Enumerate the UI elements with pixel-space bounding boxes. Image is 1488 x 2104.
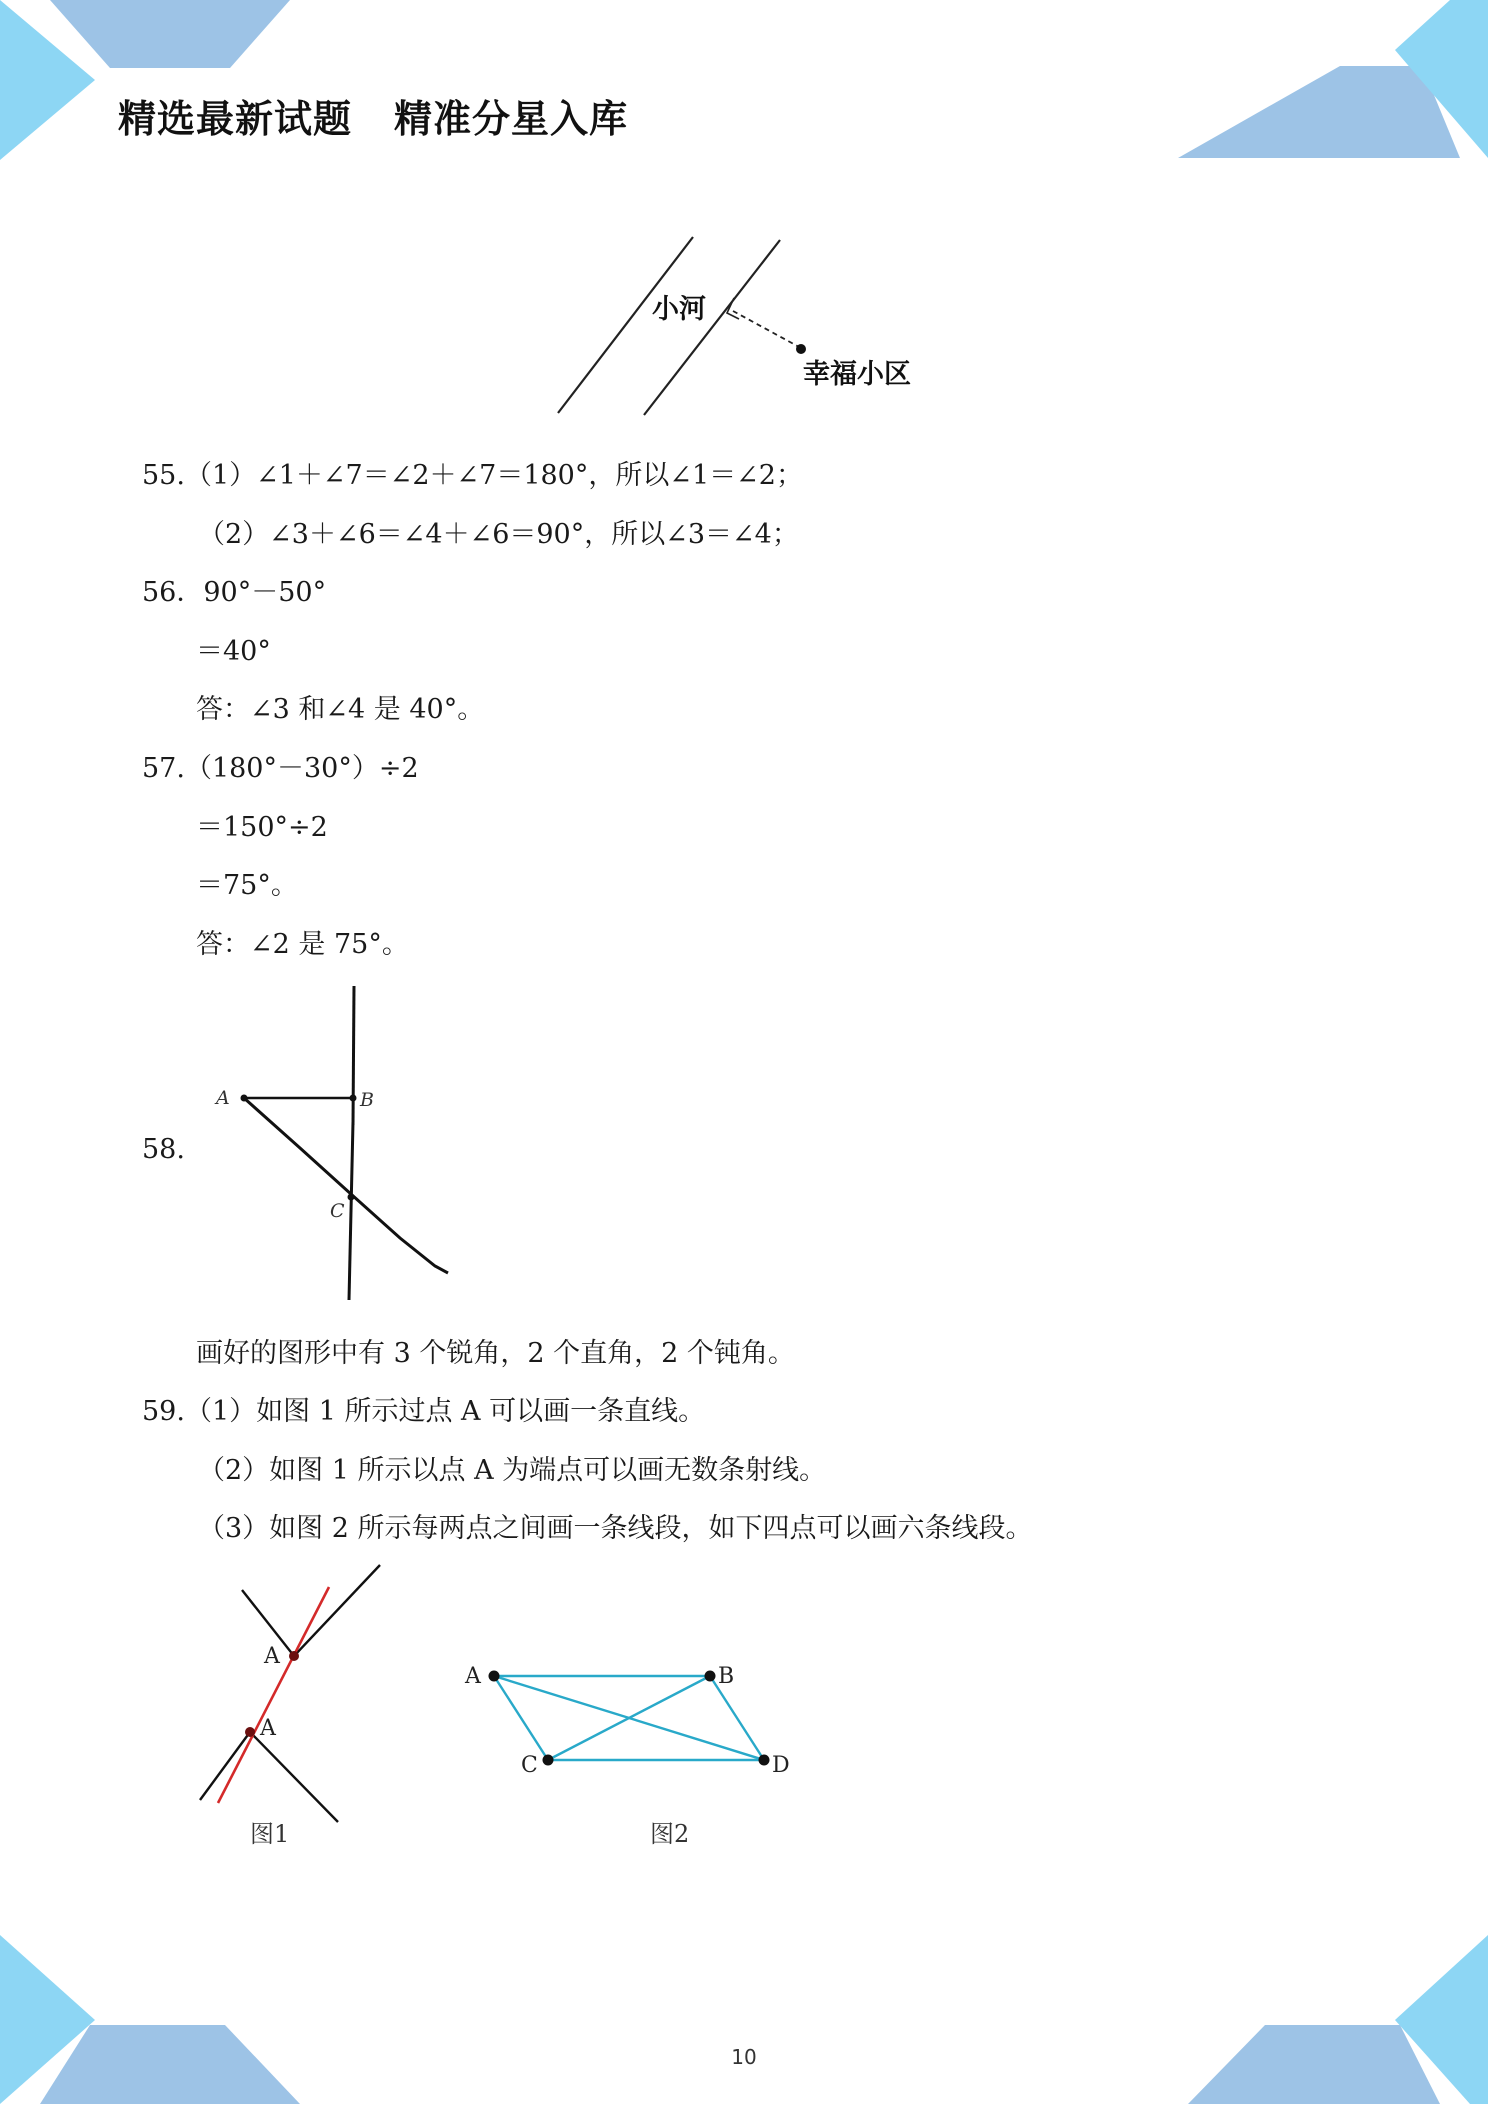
red-line-through-a <box>218 1587 329 1803</box>
label-a: A <box>216 1087 230 1109</box>
figure-1 <box>190 1560 390 1850</box>
river-label: 小河 <box>652 294 706 325</box>
answer-58-text: 画好的图形中有 3 个锐角，2 个直角，2 个钝角。 <box>196 1338 795 1369</box>
community-point <box>796 344 806 354</box>
deco-top-left-banner <box>50 0 290 68</box>
figure-2-caption: 图2 <box>650 1820 690 1848</box>
label-a-bottom: A <box>260 1716 276 1741</box>
point-a <box>489 1671 500 1682</box>
label-c: C <box>521 1753 538 1778</box>
label-a: A <box>465 1664 481 1689</box>
community-label: 幸福小区 <box>803 359 911 390</box>
point-c <box>543 1755 554 1766</box>
answer-57-line1: 57.（180°－30°）÷2 <box>142 753 419 784</box>
header-title-left: 精选最新试题 <box>118 97 353 141</box>
deco-top-right-banner <box>1178 66 1460 158</box>
answer-58-number: 58. <box>142 1134 185 1165</box>
point-b <box>705 1671 716 1682</box>
label-a-top: A <box>264 1644 280 1669</box>
point-b <box>350 1095 357 1102</box>
answer-59-part1: 59.（1）如图 1 所示过点 A 可以画一条直线。 <box>142 1396 706 1427</box>
header-title-right: 精准分星入库 <box>394 97 629 141</box>
answer-59-part2: （2）如图 1 所示以点 A 为端点可以画无数条射线。 <box>198 1455 827 1486</box>
figure-1-caption: 图1 <box>250 1820 290 1848</box>
vertical-line-lower <box>349 1122 353 1300</box>
segment-ac <box>494 1676 548 1760</box>
label-c: C <box>330 1200 345 1222</box>
perpendicular-dashed-line <box>733 311 801 348</box>
answer-55-part1: 55.（1）∠1＋∠7＝∠2＋∠7＝180°，所以∠1＝∠2； <box>142 460 803 491</box>
point-a-bottom <box>245 1727 255 1737</box>
answer-57-line3: ＝75°。 <box>196 870 298 901</box>
answer-56-line3: 答：∠3 和∠4 是 40°。 <box>196 694 485 725</box>
answer-55-part2: （2）∠3＋∠6＝∠4＋∠6＝90°，所以∠3＝∠4； <box>198 519 799 550</box>
right-angle-mark <box>727 298 739 319</box>
answer-56-line2: ＝40° <box>196 636 271 667</box>
point-a-top <box>289 1651 299 1661</box>
point-a <box>241 1095 248 1102</box>
label-b: B <box>360 1089 374 1111</box>
segment-bc <box>548 1676 710 1760</box>
label-b: B <box>718 1664 735 1689</box>
answer-56-line1: 56．90°－50° <box>142 577 327 608</box>
river-figure <box>540 225 940 425</box>
vertical-line-upper <box>353 986 354 1125</box>
figure-2 <box>450 1650 810 1850</box>
answer-59-part3: （3）如图 2 所示每两点之间画一条线段，如下四点可以画六条线段。 <box>198 1513 1033 1544</box>
figure-58 <box>200 980 470 1300</box>
page-number: 10 <box>731 2045 757 2069</box>
black-line-upper-right <box>294 1565 380 1656</box>
point-d <box>759 1755 770 1766</box>
answer-57-line4: 答：∠2 是 75°。 <box>196 929 409 960</box>
line-ac <box>244 1098 448 1273</box>
page-header-title <box>118 88 628 143</box>
point-c <box>348 1194 355 1201</box>
river-bank-right <box>644 240 780 415</box>
label-d: D <box>772 1753 790 1778</box>
black-line-lower-right <box>250 1732 338 1822</box>
river-bank-left <box>558 237 693 413</box>
answer-57-line2: ＝150°÷2 <box>196 812 328 843</box>
